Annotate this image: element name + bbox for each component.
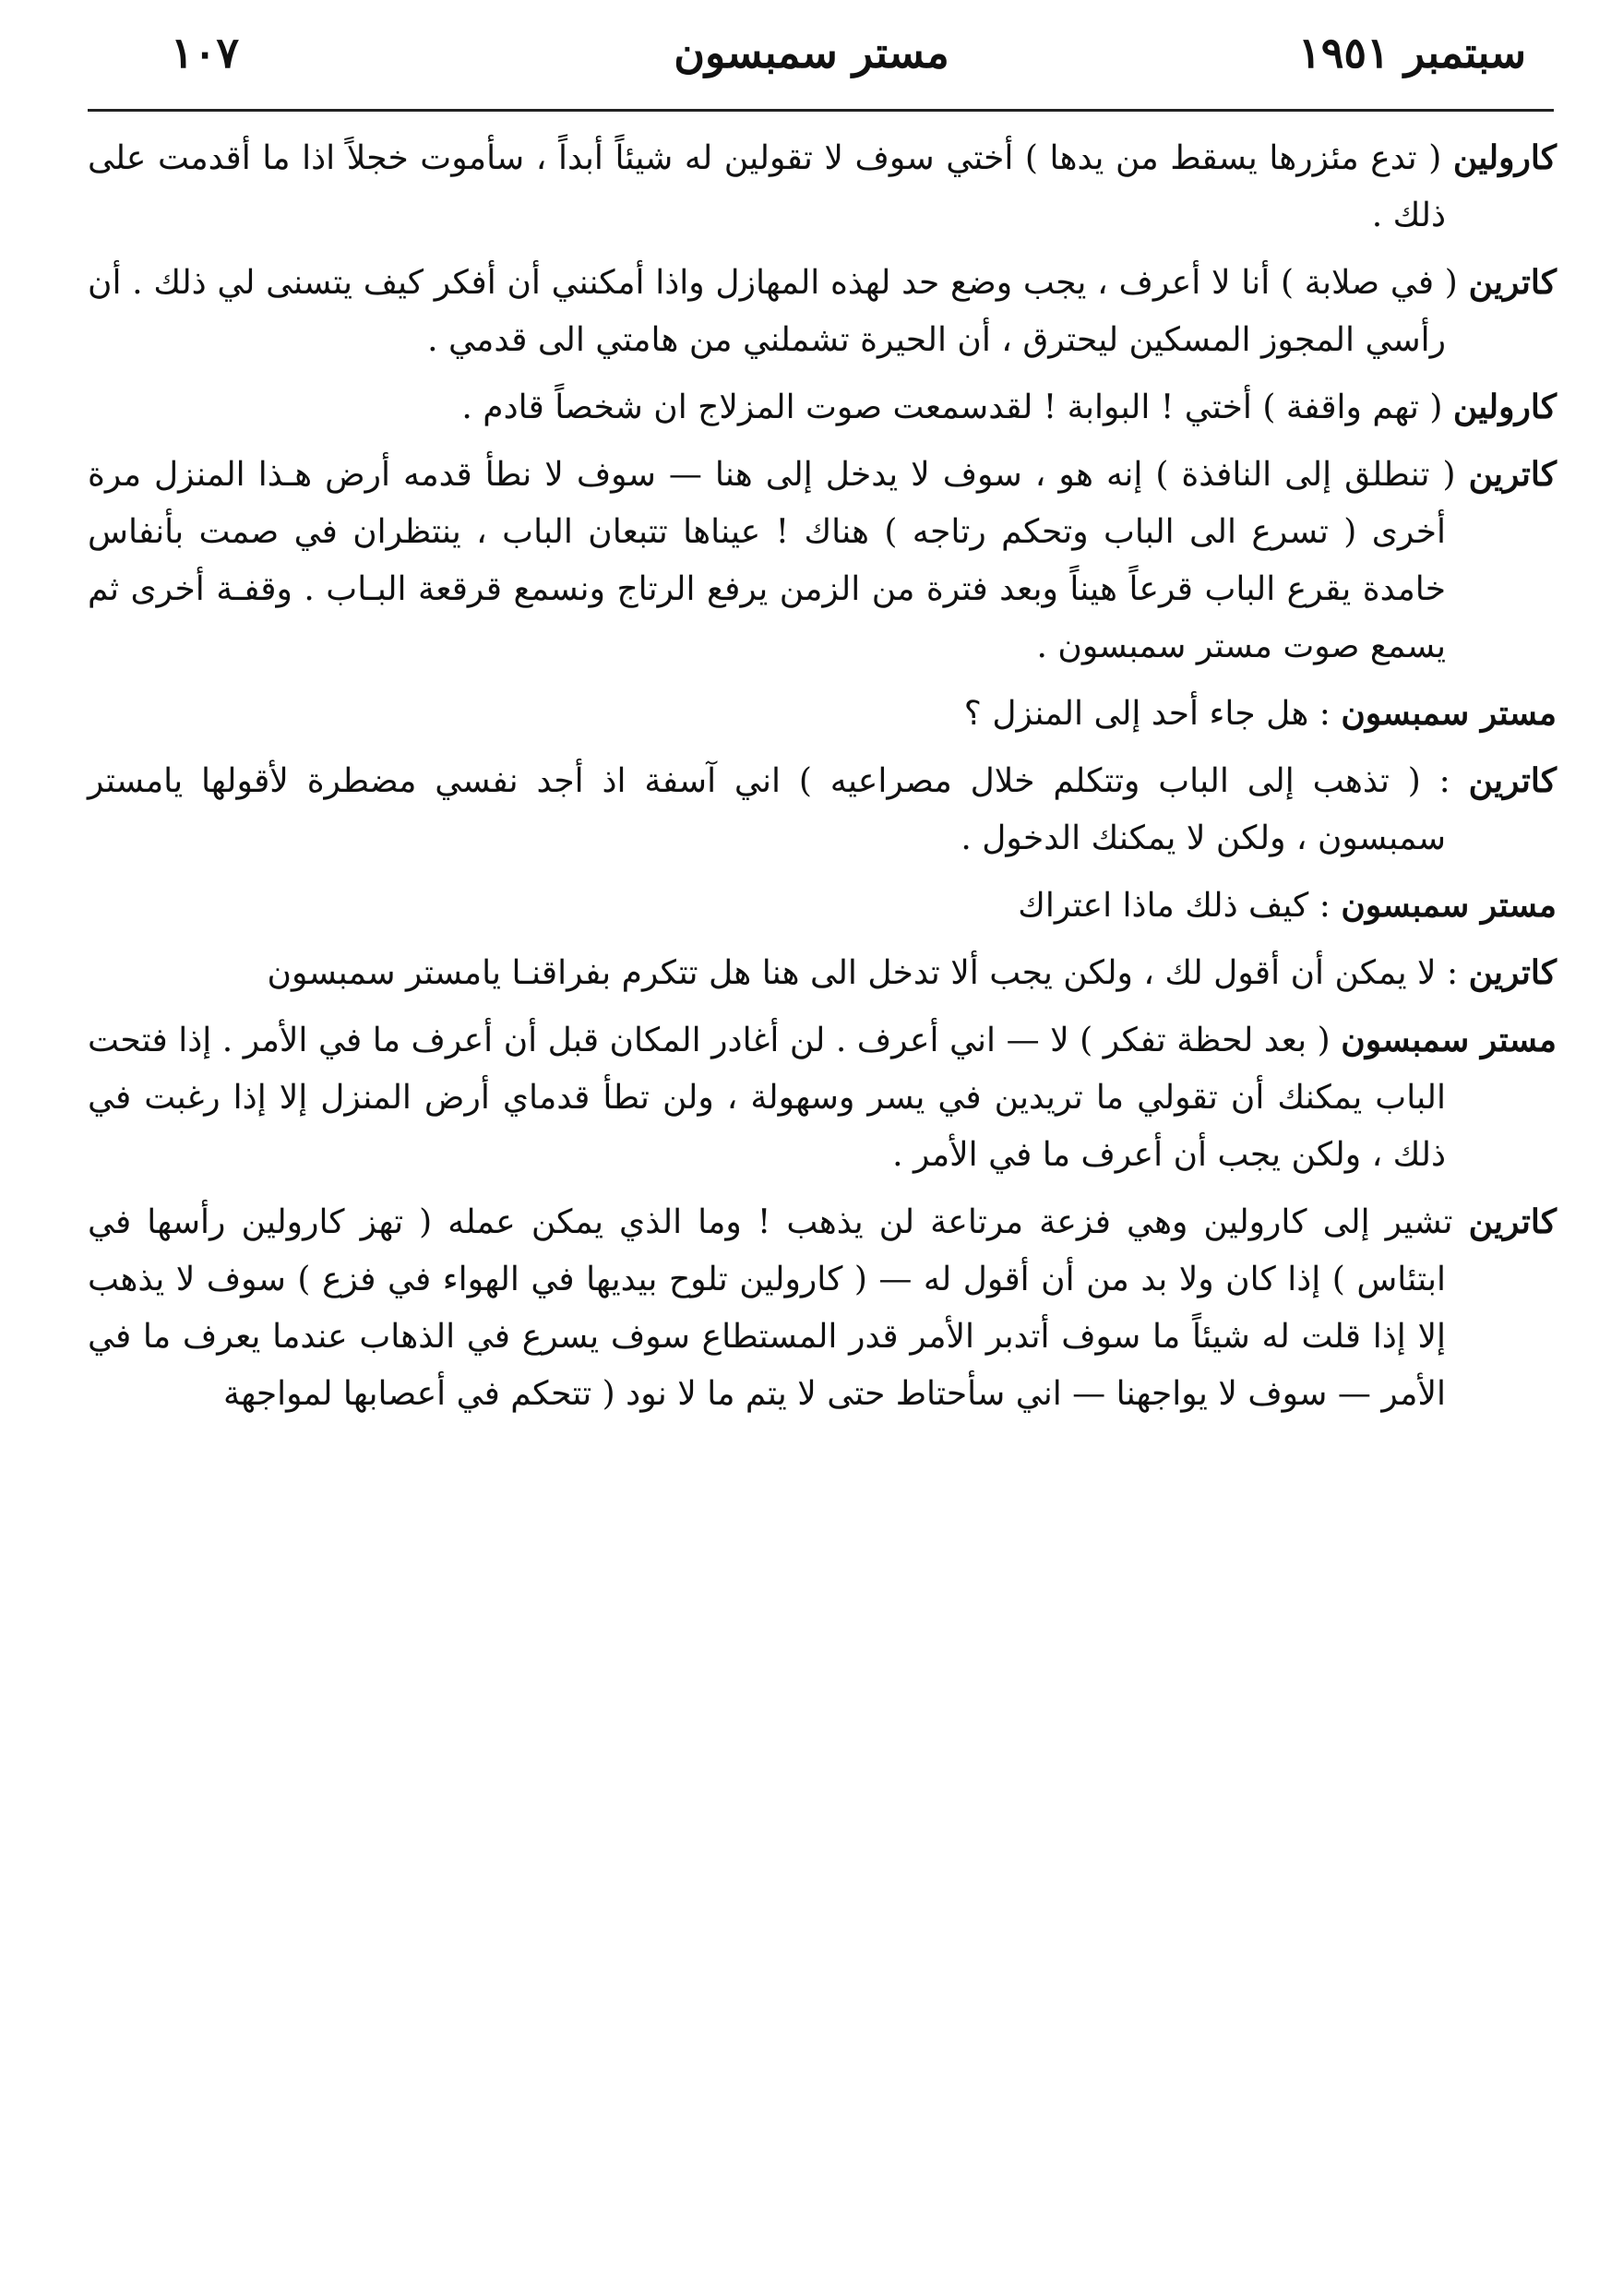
speaker-name: كاترين bbox=[1468, 263, 1557, 302]
speaker-name: مستر سمبسون bbox=[1341, 694, 1557, 733]
header-date: سبتمبر ١٩٥١ bbox=[1297, 28, 1526, 78]
speaker-name: مستر سمبسون bbox=[1341, 886, 1557, 925]
dialogue-text: : هل جاء أحد إلى المنزل ؟ bbox=[963, 695, 1342, 733]
speaker-name: كاترين bbox=[1468, 455, 1557, 494]
speaker-name: مستر سمبسون bbox=[1341, 1021, 1557, 1059]
dialogue-text: : ( تذهب إلى الباب وتتكلم خلال مصراعيه ) اني آسفة اذ أجد نفسي مضطرة لأقولها يامستر سمبسون ، ولكن لا يمكنك الدخول . bbox=[88, 762, 1469, 857]
speaker-name: كارولين bbox=[1452, 138, 1557, 177]
dialogue-text: ( في صلابة ) أنا لا أعرف ، يجب وضع حد لهذه المهازل واذا أمكنني أن أفكر كيف يتسنى لي ذلك . أن رأسي المجوز المسكين ليحترق ، أن الحيرة تشملني من هامتي الى قدمي . bbox=[88, 264, 1469, 359]
dialogue-paragraph bbox=[88, 877, 1557, 935]
dialogue-paragraph bbox=[88, 1011, 1557, 1184]
dialogue-paragraph bbox=[88, 446, 1557, 676]
page-body bbox=[88, 129, 1557, 1432]
speaker-name: كاترين bbox=[1468, 761, 1557, 800]
page-number: ١٠٧ bbox=[171, 28, 240, 78]
header-rule bbox=[88, 109, 1554, 112]
dialogue-text: : كيف ذلك ماذا اعتراك bbox=[1018, 887, 1342, 925]
dialogue-text: ( تدع مئزرها يسقط من يدها ) أختي سوف لا تقولين له شيئاً أبداً ، سأموت خجلاً اذا ما أقدمت على ذلك . bbox=[88, 139, 1453, 234]
dialogue-paragraph bbox=[88, 1193, 1557, 1423]
header-title: مستر سمبسون bbox=[674, 28, 949, 78]
running-header bbox=[88, 28, 1535, 83]
dialogue-paragraph bbox=[88, 378, 1557, 436]
dialogue-text: ( تنطلق إلى النافذة ) إنه هو ، سوف لا يدخل إلى هنا — سوف لا نطأ قدمه أرض هـذا المنزل مرة أخرى ( تسرع الى الباب وتحكم رتاجه ) هناك ! عيناها تتبعان الباب ، ينتظران في صمت بأنفاس خامدة يقرع الباب قرعاً هيناً وبعد فترة من الزمن يرفع الرتاج ونسمع قرقعة البـاب . وقفـة أخرى ثم يسمع صوت مستر سمبسون . bbox=[88, 456, 1469, 665]
dialogue-paragraph bbox=[88, 752, 1557, 867]
dialogue-text: ( تهم واقفة ) أختي ! البوابة ! لقدسمعت صوت المزلاج ان شخصاً قادم . bbox=[461, 389, 1453, 426]
speaker-name: كارولين bbox=[1452, 388, 1557, 426]
dialogue-paragraph bbox=[88, 129, 1557, 245]
dialogue-text: تشير إلى كارولين وهي فزعة مرتاعة لن يذهب ! وما الذي يمكن عمله ( تهز كارولين رأسها في ابتئاس ) إذا كان ولا بد من أن أقول له — ( كارولين تلوح بيديها في الهواء في فزع ) سوف لا يذهب إلا إذا قلت له شيئاً ما سوف أتدبر الأمر قدر المستطاع سوف يسرع في الذهاب عندما يعرف ما في الأمر — سوف لا يواجهنا — اني سأحتاط حتى لا يتم ما لا نود ( تتحكم في أعصابها لمواجهة bbox=[88, 1203, 1469, 1413]
speaker-name: كاترين bbox=[1468, 953, 1557, 992]
dialogue-paragraph bbox=[88, 254, 1557, 369]
dialogue-text: : لا يمكن أن أقول لك ، ولكن يجب ألا تدخل الى هنا هل تتكرم بفراقنـا يامستر سمبسون bbox=[267, 954, 1469, 992]
dialogue-text: ( بعد لحظة تفكر ) لا — اني أعرف . لن أغادر المكان قبل أن أعرف ما في الأمر . إذا فتحت الباب يمكنك أن تقولي ما تريدين في يسر وسهولة ، ولن تطأ قدماي أرض المنزل إلا إذا رغبت في ذلك ، ولكن يجب أن أعرف ما في الأمر . bbox=[88, 1022, 1446, 1174]
dialogue-paragraph bbox=[88, 685, 1557, 743]
speaker-name: كاترين bbox=[1468, 1202, 1557, 1241]
dialogue-paragraph bbox=[88, 944, 1557, 1002]
